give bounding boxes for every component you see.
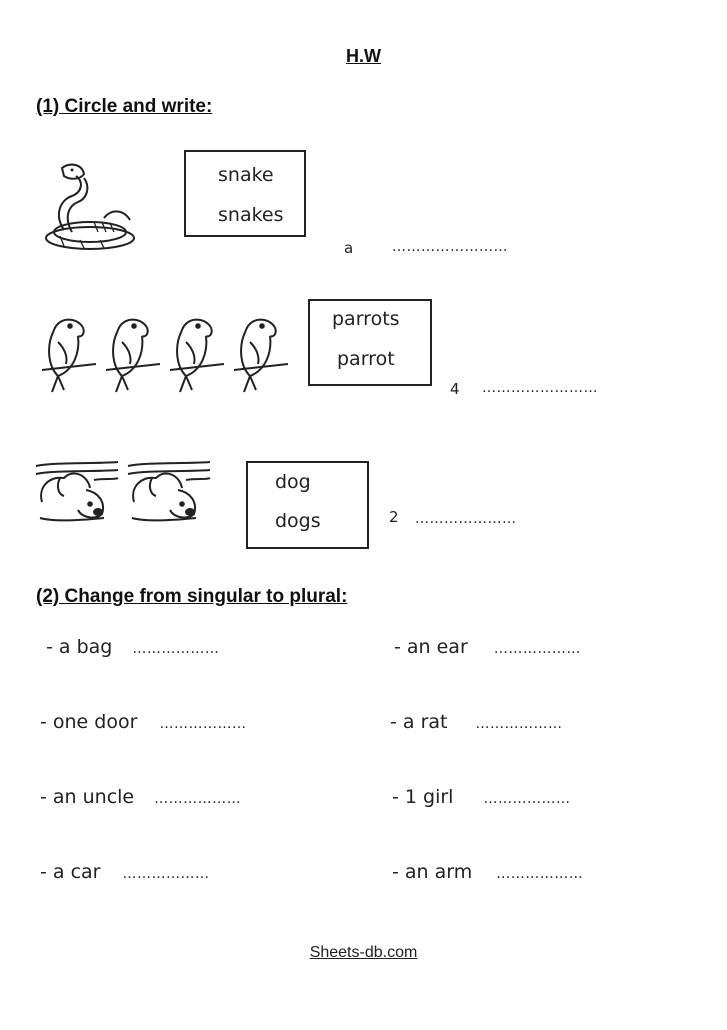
answer-line[interactable]: ………………: [475, 716, 563, 732]
answer-line[interactable]: ……………………: [392, 239, 508, 255]
answer-line[interactable]: ………………: [159, 716, 247, 732]
count-label: 4: [450, 380, 460, 398]
option-word[interactable]: snakes: [218, 204, 284, 226]
answer-line[interactable]: ………………: [496, 866, 584, 882]
singular-item: [46, 636, 219, 658]
singular-word: - an ear: [394, 636, 468, 658]
option-word[interactable]: snake: [218, 164, 274, 186]
singular-item: [40, 786, 241, 808]
singular-word: - one door: [40, 711, 138, 733]
option-word[interactable]: parrots: [332, 308, 400, 330]
singular-word: - 1 girl: [392, 786, 454, 808]
option-word[interactable]: parrot: [337, 348, 395, 370]
answer-line[interactable]: ………………: [122, 866, 210, 882]
singular-word: - a car: [40, 861, 101, 883]
singular-word: - a rat: [390, 711, 448, 733]
singular-item: [392, 786, 571, 808]
singular-item: [390, 711, 563, 733]
singular-word: - an arm: [392, 861, 473, 883]
section2-heading: (2) Change from singular to plural:: [36, 586, 348, 607]
singular-item: [394, 636, 581, 658]
answer-line[interactable]: ………………: [483, 791, 571, 807]
singular-word: - an uncle: [40, 786, 135, 808]
footer-source: Sheets-db.com: [309, 944, 418, 961]
snake-icon: [40, 160, 140, 255]
singular-word: - a bag: [46, 636, 113, 658]
page-title: H.W: [346, 46, 381, 66]
count-label: 2: [389, 508, 399, 526]
answer-line[interactable]: ……………………: [482, 380, 598, 396]
answer-line[interactable]: ………………: [132, 641, 220, 657]
singular-item: [392, 861, 583, 883]
puppy-icon: [34, 458, 214, 528]
answer-line[interactable]: …………………: [415, 511, 517, 527]
section1-heading: (1) Circle and write:: [36, 96, 213, 117]
answer-line[interactable]: ………………: [154, 791, 242, 807]
count-label: a: [344, 239, 354, 257]
answer-line[interactable]: ………………: [493, 641, 581, 657]
parrot-icon: [38, 312, 293, 397]
singular-item: [40, 861, 210, 883]
option-word[interactable]: dog: [275, 471, 311, 493]
option-word[interactable]: dogs: [275, 510, 321, 532]
singular-item: [40, 711, 246, 733]
